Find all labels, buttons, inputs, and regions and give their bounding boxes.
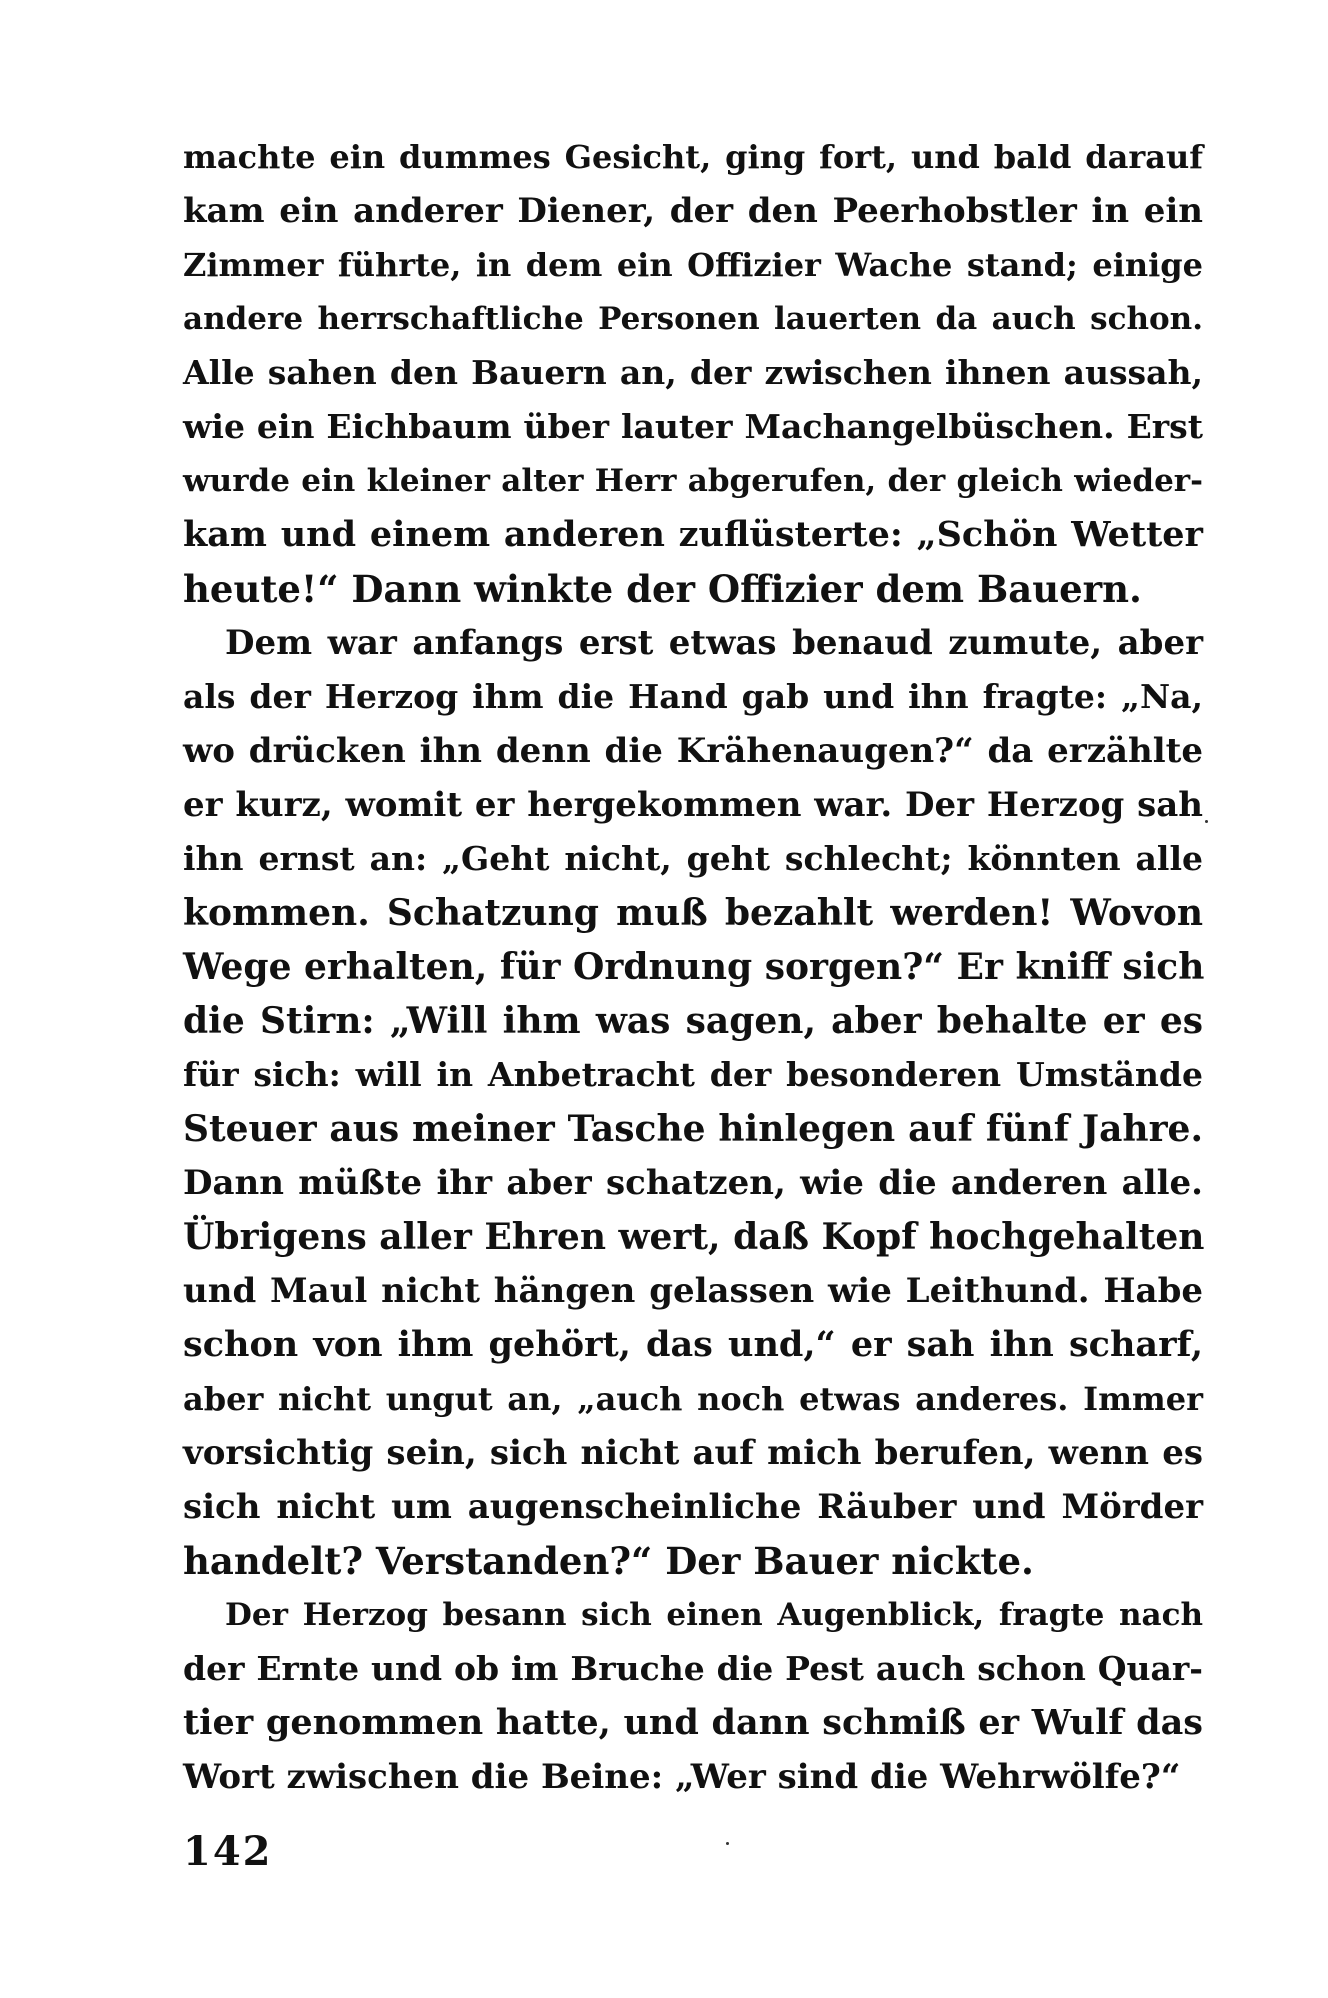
text-line: Steuer aus meiner Tasche hinlegen auf fünf Jahre. (183, 1108, 1203, 1150)
text-line: der Ernte und ob im Bruche die Pest auch schon Quar- (183, 1649, 1203, 1688)
print-speck (726, 1842, 729, 1845)
text-line: wurde ein kleiner alter Herr abgerufen, der gleich wieder- (183, 463, 1203, 499)
text-line: kam und einem anderen zuflüsterte: „Schön Wetter (183, 514, 1203, 555)
text-line: Übrigens aller Ehren wert, daß Kopf hochgehalten (183, 1216, 1205, 1258)
text-line: tier genommen hatte, und dann schmiß er Wulf das (183, 1702, 1203, 1743)
text-line: andere herrschaftliche Personen lauerten da auch schon. (183, 301, 1203, 337)
text-line: als der Herzog ihm die Hand gab und ihn fragte: „Na, (183, 677, 1203, 716)
text-line: und Maul nicht hängen gelassen wie Leithund. Habe (183, 1271, 1203, 1311)
text-line: Dann müßte ihr aber schatzen, wie die anderen alle. (183, 1163, 1203, 1203)
text-line: er kurz, womit er hergekommen war. Der Herzog sah (183, 785, 1203, 825)
text-line: vorsichtig sein, sich nicht auf mich berufen, wenn es (183, 1433, 1203, 1473)
text-line: die Stirn: „Will ihm was sagen, aber behalte er es (183, 1000, 1203, 1042)
print-speck (1205, 820, 1208, 823)
text-line: schon von ihm gehört, das und,“ er sah ihn scharf, (183, 1324, 1203, 1365)
page-number: 142 (183, 1828, 273, 1875)
paragraph-start-line: Dem war anfangs erst etwas benaud zumute, aber (225, 623, 1203, 663)
text-line: sich nicht um augenscheinliche Räuber und Mörder (183, 1487, 1203, 1527)
text-line: kam ein anderer Diener, der den Peerhobstler in ein (183, 191, 1203, 231)
text-line: Zimmer führte, in dem ein Offizier Wache stand; einige (183, 246, 1203, 284)
text-line: wo drücken ihn denn die Krähenaugen?“ da erzählte (183, 731, 1203, 771)
text-line: ihn ernst an: „Geht nicht, geht schlecht; könnten alle (183, 839, 1203, 878)
text-line: heute!“ Dann winkte der Offizier dem Bauern. (183, 567, 1142, 611)
text-line: Wort zwischen die Beine: „Wer sind die Wehrwölfe?“ (183, 1757, 1181, 1797)
text-line: für sich: will in Anbetracht der besonderen Umstände (183, 1055, 1203, 1094)
text-line: Alle sahen den Bauern an, der zwischen ihnen aussah, (183, 353, 1203, 392)
text-line: handelt? Verstanden?“ Der Bauer nickte. (183, 1539, 1034, 1583)
text-line: machte ein dummes Gesicht, ging fort, und bald darauf (183, 138, 1203, 176)
body-text (183, 130, 1203, 1804)
text-line: Wege erhalten, für Ordnung sorgen?“ Er kniff sich (183, 946, 1205, 988)
text-line: kommen. Schatzung muß bezahlt werden! Wovon (183, 892, 1203, 934)
text-line: wie ein Eichbaum über lauter Machangelbüschen. Erst (183, 407, 1203, 446)
text-line: aber nicht ungut an, „auch noch etwas anderes. Immer (183, 1380, 1203, 1418)
paragraph-start-line: Der Herzog besann sich einen Augenblick, fragte nach (225, 1597, 1203, 1633)
